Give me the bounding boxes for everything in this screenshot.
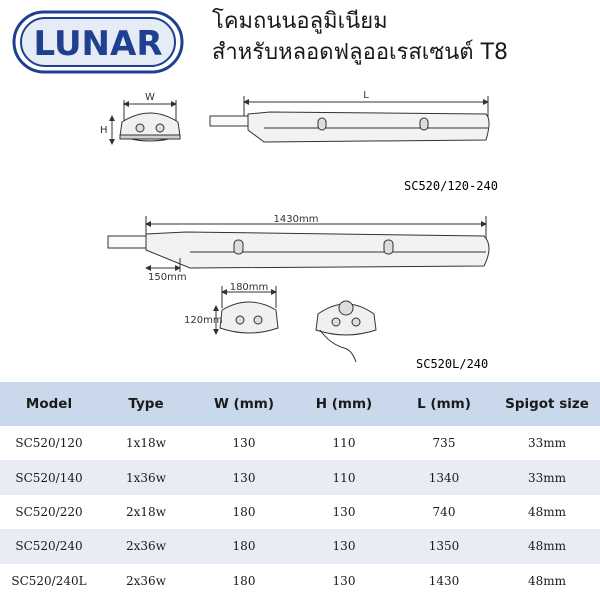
- dim-l-label: L: [363, 90, 369, 101]
- table-row: [0, 529, 600, 563]
- cell-height: 130: [332, 573, 356, 588]
- cell-width: 180: [232, 573, 256, 588]
- cell-spigot: 33mm: [494, 460, 600, 494]
- side-view-top: [210, 96, 489, 142]
- cell-width: 130: [232, 436, 256, 451]
- header-model: Model: [0, 382, 98, 426]
- dim-w-label: W: [145, 92, 155, 103]
- dim-width-label: 180mm: [229, 282, 269, 293]
- cell-spigot: 48mm: [527, 573, 567, 588]
- title-line-2: สำหรับหลอดฟลูออเรสเซนต์ T8: [212, 40, 509, 65]
- table-header-row: [0, 382, 600, 426]
- cell-width: 180: [194, 529, 294, 563]
- cell-height: 130: [294, 529, 394, 563]
- cell-type: 1x36w: [98, 460, 194, 494]
- dim-height-label: 120mm: [184, 315, 223, 326]
- dim-spigot-label: 150mm: [148, 272, 187, 283]
- page-title: [212, 6, 508, 68]
- model-label-bottom: SC520L/240: [416, 357, 489, 371]
- cell-length: 1350: [394, 529, 494, 563]
- cell-length: 1340: [394, 460, 494, 494]
- lunar-logo: [12, 10, 184, 74]
- cell-spigot: 48mm: [494, 529, 600, 563]
- cell-width: 180: [232, 504, 256, 519]
- dim-length-label: 1430mm: [273, 214, 319, 225]
- table-row: [0, 426, 600, 460]
- header-length: L (mm): [394, 382, 494, 426]
- table-row: [0, 564, 600, 598]
- dim-h-label: H: [100, 125, 108, 136]
- cell-model: SC520/240: [0, 529, 98, 563]
- cell-width: 130: [194, 460, 294, 494]
- cell-length: 735: [432, 436, 456, 451]
- cell-spigot: 33mm: [527, 436, 567, 451]
- header-type: Type: [98, 382, 194, 426]
- header-spigot: Spigot size: [494, 382, 600, 426]
- spec-table: [0, 382, 600, 598]
- cell-model: SC520/120: [15, 436, 83, 451]
- cell-type: 2x18w: [126, 504, 166, 519]
- cell-length: 740: [432, 504, 456, 519]
- cell-type: 1x18w: [126, 436, 166, 451]
- cell-height: 110: [332, 436, 356, 451]
- logo-text: LUNAR: [33, 24, 163, 64]
- open-fixture-view: [316, 301, 376, 362]
- end-view-top: [112, 100, 180, 144]
- end-view-bottom: [216, 286, 278, 334]
- cell-spigot: 48mm: [527, 504, 567, 519]
- cell-model: SC520/240L: [11, 573, 87, 588]
- model-label-top: SC520/120-240: [404, 179, 498, 193]
- cell-height: 130: [332, 504, 356, 519]
- cell-type: 2x36w: [98, 529, 194, 563]
- cell-length: 1430: [428, 573, 460, 588]
- cell-model: SC520/140: [0, 460, 98, 494]
- technical-drawings: [0, 82, 600, 382]
- title-line-1: โคมถนนอลูมิเนียม: [212, 9, 388, 34]
- cell-type: 2x36w: [126, 573, 166, 588]
- header-width: W (mm): [194, 382, 294, 426]
- table-row: [0, 495, 600, 529]
- table-row: [0, 460, 600, 494]
- cell-height: 110: [294, 460, 394, 494]
- cell-model: SC520/220: [15, 504, 83, 519]
- header-height: H (mm): [294, 382, 394, 426]
